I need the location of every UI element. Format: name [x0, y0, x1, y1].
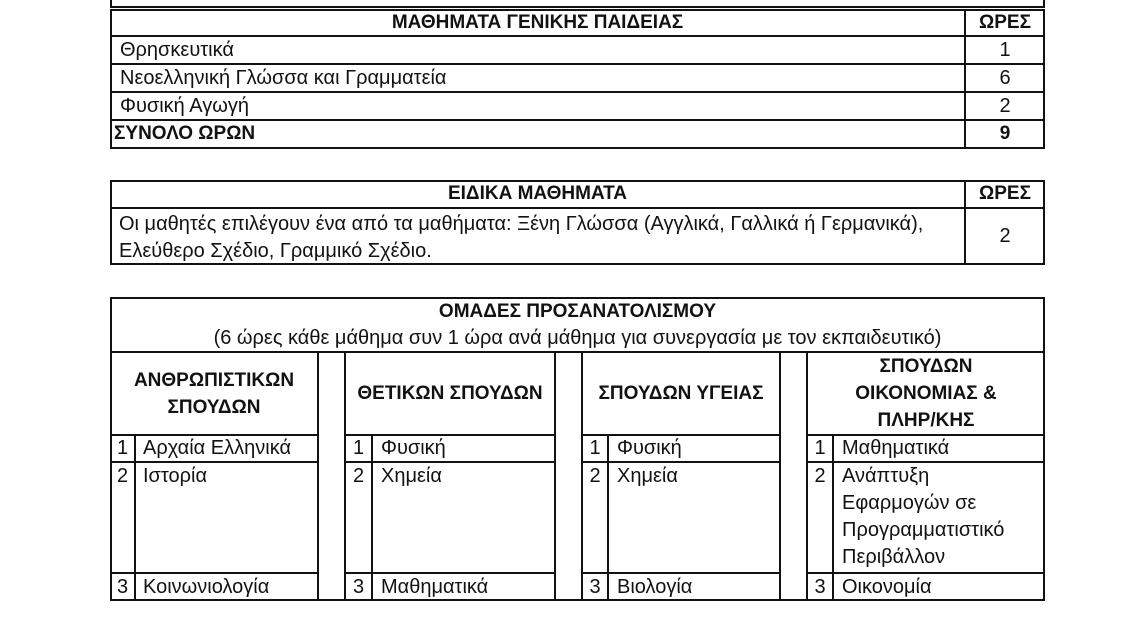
course-number: 3 — [116, 576, 129, 598]
course-number: 1 — [352, 437, 365, 459]
course-row — [345, 435, 555, 462]
course-name-line: Κοινωνιολογία — [143, 576, 270, 598]
course-name — [143, 574, 269, 601]
table-row — [110, 36, 1045, 64]
group-header — [345, 352, 555, 435]
course-number: 3 — [589, 576, 601, 598]
total-row — [110, 120, 1045, 148]
special-courses-hours: 2 — [999, 225, 1011, 247]
course-number: 1 — [589, 437, 601, 459]
course-row — [807, 574, 1045, 601]
course-name-line: Φυσική — [617, 437, 682, 459]
course-number: 1 — [814, 437, 826, 459]
course-name-line: Φυσική — [381, 437, 446, 459]
course-number: 3 — [814, 576, 826, 598]
general-education-header: ΜΑΘΗΜΑΤΑ ΓΕΝΙΚΗΣ ΠΑΙΔΕΙΑΣ — [391, 12, 684, 33]
group-header — [807, 352, 1045, 435]
course-name-line: Περιβάλλον — [842, 546, 946, 568]
subject-hours: 1 — [999, 39, 1011, 61]
course-name — [381, 463, 442, 490]
table-row — [110, 64, 1045, 92]
course-name-line: Μαθηματικά — [381, 576, 489, 598]
special-courses-description — [119, 211, 923, 265]
grid-line-vertical — [964, 180, 966, 265]
course-name-line: Ιστορία — [143, 465, 208, 487]
hours-column-header: ΩΡΕΣ — [979, 183, 1031, 204]
course-name — [143, 463, 207, 490]
course-number: 2 — [352, 465, 365, 487]
course-name-line: Οικονομία — [842, 576, 932, 598]
course-row — [110, 463, 318, 573]
course-name-line: Εφαρμογών σε — [842, 492, 977, 514]
description-line: Οι μαθητές επιλέγουν ένα από τα μαθήματα: Ξένη Γλώσσα (Αγγλικά, Γαλλικά ή Γερμανικά), — [119, 213, 924, 235]
course-name — [381, 435, 446, 462]
course-number: 1 — [116, 437, 129, 459]
general-education-table — [110, 9, 1045, 149]
course-row — [110, 435, 318, 462]
course-row — [582, 435, 780, 462]
grid-line-horizontal — [110, 207, 1045, 209]
group-header-line: ΑΝΘΡΩΠΙΣΤΙΚΩΝ — [133, 369, 295, 391]
subject-name: Θρησκευτικά — [120, 39, 234, 61]
subject-name: Νεοελληνική Γλώσσα και Γραμματεία — [120, 67, 447, 89]
table-row — [110, 92, 1045, 120]
course-name-line: Αρχαία Ελληνικά — [143, 437, 292, 459]
course-name — [842, 463, 1004, 571]
course-name — [381, 574, 488, 601]
subject-hours: 6 — [999, 67, 1011, 89]
course-name — [842, 435, 949, 462]
special-courses-table — [110, 180, 1045, 265]
course-name-line: Βιολογία — [617, 576, 693, 598]
orientation-group-humanities — [110, 352, 318, 601]
course-row — [582, 574, 780, 601]
group-header-line: ΟΙΚΟΝΟΜΙΑΣ & — [855, 383, 997, 404]
subject-name: Φυσική Αγωγή — [120, 95, 249, 117]
orientation-groups-table — [110, 297, 1045, 601]
course-name — [617, 435, 682, 462]
course-name-line: Χημεία — [381, 465, 442, 487]
course-name — [617, 574, 692, 601]
group-header — [582, 352, 780, 435]
orientation-group-sciences — [345, 352, 555, 601]
course-number: 2 — [589, 465, 601, 487]
group-header-line: ΣΠΟΥΔΩΝ ΥΓΕΙΑΣ — [598, 383, 764, 404]
grid-line-vertical — [964, 9, 966, 149]
previous-table-bottom-edge — [110, 0, 1045, 8]
total-label: ΣΥΝΟΛΟ ΩΡΩΝ — [114, 123, 256, 144]
orientation-subtitle: (6 ώρες κάθε μάθημα συν 1 ώρα ανά μάθημα για συνεργασία με τον εκπαιδευτικό) — [213, 327, 942, 349]
course-row — [807, 463, 1045, 573]
course-row — [582, 463, 780, 573]
group-header-line: ΣΠΟΥΔΩΝ — [167, 396, 261, 418]
total-hours: 9 — [999, 123, 1011, 144]
course-name — [842, 574, 932, 601]
orientation-group-economics-informatics — [807, 352, 1045, 601]
course-number: 2 — [116, 465, 129, 487]
course-row — [110, 574, 318, 601]
course-name-line: Μαθηματικά — [842, 437, 950, 459]
course-row — [345, 574, 555, 601]
course-row — [807, 435, 1045, 462]
orientation-title: ΟΜΑΔΕΣ ΠΡΟΣΑΝΑΤΟΛΙΣΜΟΥ — [438, 301, 717, 322]
course-row — [345, 463, 555, 573]
subject-hours: 2 — [999, 95, 1011, 117]
course-number: 3 — [352, 576, 365, 598]
orientation-group-health — [582, 352, 780, 601]
special-courses-header: ΕΙΔΙΚΑ ΜΑΘΗΜΑΤΑ — [447, 183, 628, 204]
description-line: Ελεύθερο Σχέδιο, Γραμμικό Σχέδιο. — [119, 240, 432, 262]
course-name-line: Ανάπτυξη — [842, 465, 930, 487]
course-name-line: Προγραμματιστικό — [842, 519, 1005, 541]
course-number: 2 — [814, 465, 826, 487]
group-header-line: ΠΛΗΡ/ΚΗΣ — [877, 410, 975, 431]
course-name-line: Χημεία — [617, 465, 678, 487]
group-header — [110, 352, 318, 435]
hours-column-header: ΩΡΕΣ — [979, 12, 1031, 33]
course-name — [617, 463, 678, 490]
group-header-line: ΘΕΤΙΚΩΝ ΣΠΟΥΔΩΝ — [357, 383, 543, 404]
course-name — [143, 435, 291, 462]
group-header-line: ΣΠΟΥΔΩΝ — [879, 356, 973, 377]
